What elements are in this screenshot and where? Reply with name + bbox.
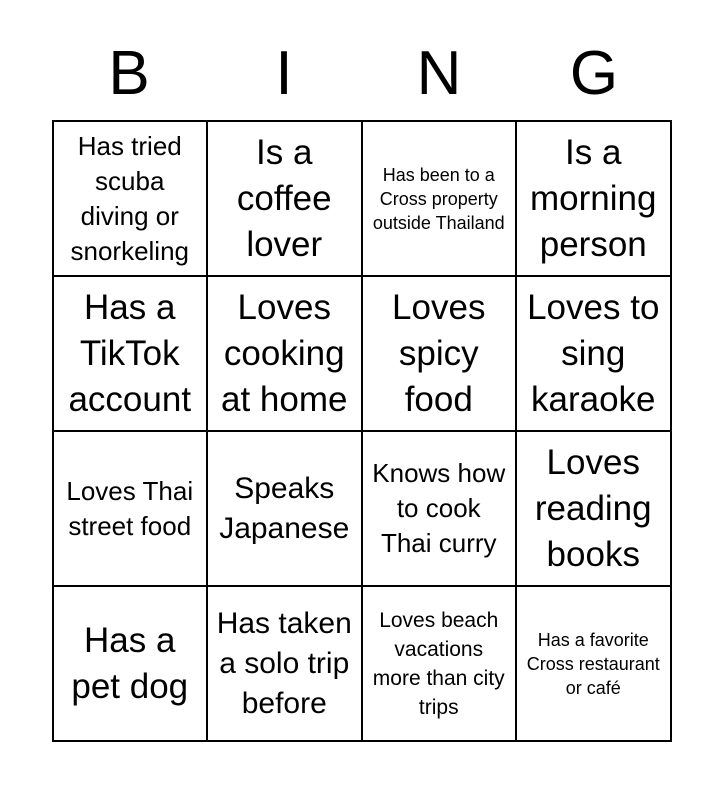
- bingo-cell-text: Is a morning person: [530, 132, 657, 264]
- bingo-cell[interactable]: [54, 432, 209, 587]
- bingo-header: [52, 0, 672, 112]
- bingo-cell[interactable]: [363, 587, 518, 742]
- bingo-cell[interactable]: [208, 587, 363, 742]
- bingo-cell-text: Has a pet dog: [71, 620, 189, 706]
- bingo-cell[interactable]: [208, 432, 363, 587]
- header-letter-i: I: [275, 39, 293, 108]
- bingo-cell[interactable]: [517, 122, 672, 277]
- bingo-cell-text: Has a TikTok account: [68, 287, 192, 419]
- bingo-cell-text: Loves to sing karaoke: [527, 287, 660, 419]
- bingo-cell-text: Has been to a Cross property outside Thailand: [372, 164, 505, 233]
- bingo-cell[interactable]: [208, 122, 363, 277]
- bingo-cell[interactable]: [54, 587, 209, 742]
- bingo-cell-text: Loves reading books: [534, 442, 652, 574]
- bingo-cell[interactable]: [517, 432, 672, 587]
- bingo-cell[interactable]: [517, 277, 672, 432]
- bingo-cell[interactable]: [363, 277, 518, 432]
- header-letter-b: B: [108, 39, 150, 108]
- header-letter-g: G: [569, 39, 619, 108]
- bingo-cell-text: Is a coffee lover: [236, 132, 332, 264]
- bingo-cell-text: Loves spicy food: [392, 287, 486, 419]
- bingo-cell[interactable]: [363, 122, 518, 277]
- bingo-cell[interactable]: [363, 432, 518, 587]
- bingo-grid: [52, 120, 672, 742]
- bingo-cell[interactable]: [517, 587, 672, 742]
- bingo-cell-text: Has a favorite Cross restaurant or café: [526, 629, 660, 698]
- header-letter-n: N: [416, 39, 462, 108]
- bingo-cell-text: Has tried scuba diving or snorkeling: [70, 130, 189, 266]
- bingo-cell-text: Loves Thai street food: [66, 475, 194, 541]
- bingo-cell-text: Knows how to cook Thai curry: [372, 458, 506, 558]
- bingo-cell-text: Has taken a solo trip before: [216, 606, 352, 720]
- bingo-cell-text: Loves beach vacations more than city trips: [372, 608, 505, 719]
- bingo-cell[interactable]: [54, 277, 209, 432]
- bingo-cell-text: Loves cooking at home: [221, 287, 348, 419]
- bingo-cell[interactable]: [54, 122, 209, 277]
- bingo-cell[interactable]: [208, 277, 363, 432]
- bingo-cell-text: Speaks Japanese: [219, 471, 350, 545]
